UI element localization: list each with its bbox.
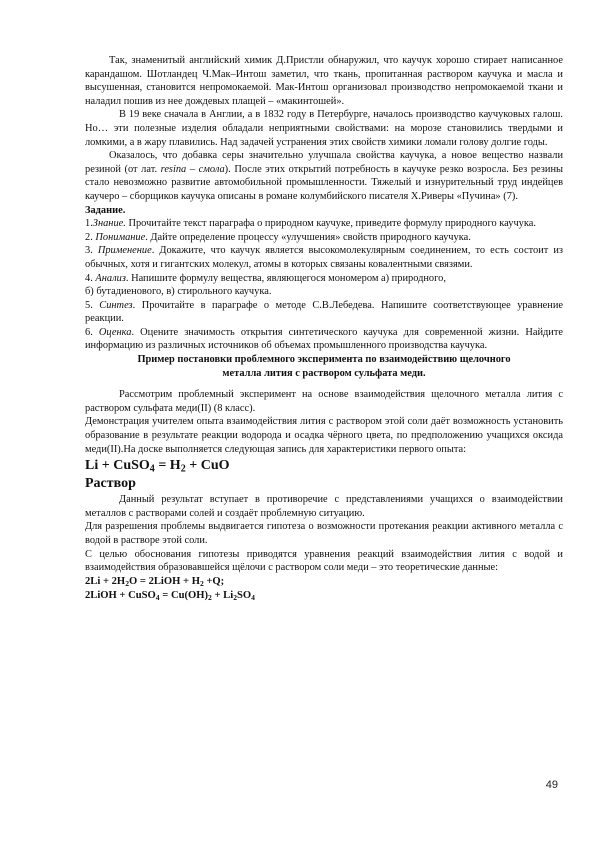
paragraph-pristley: Так, знаменитый английский химик Д.Пристли обнаружил, что каучук хорошо стирает написанное карандашом. Шотландец Ч.Мак–Интош заметил, что ткань, пропитанная раствором каучука и масла и высушенная, становится непромокаемой. Мак-Интош организовал производство непромокаемой ткани и наладил пошив из нее дождевых плащей – «макинтошей». — [85, 55, 563, 107]
task-item-4-continued: б) бутадиенового, в) стирольного каучука. — [85, 286, 272, 298]
paragraph-rubber: Оказалось, что добавка серы значительно улучшала свойства каучука, а новое вещество назвали резиной (от лат. resina – смола). После этих открытий потребность в каучуке резко возросла. Без резины стало невозможно развитие автомобильной промышленности. Тяжелый и изнурительный труд индейцев каучеро – сборщиков каучука описаны в романе колумбийского писателя Х.Риверы «Пучина» (7). — [85, 150, 563, 202]
solution-label: Раствор — [85, 476, 136, 492]
task-item-5: 5. Синтез. Прочитайте в параграфе о методе С.В.Лебедева. Напишите соответствующее уравнение реакции. — [85, 299, 564, 325]
task-item-1: 1.Знание. Прочитайте текст параграфа о природном каучуке, приведите формулу природного каучука. — [85, 218, 536, 230]
section-title-line-2: металла лития с раствором сульфата меди. — [222, 367, 426, 379]
paragraph-experiment-intro: Рассмотрим проблемный эксперимент на основе взаимодействия щелочного металла лития с раствором сульфата меди(II) (8 класс). — [85, 389, 563, 414]
section-title-line-1: Пример постановки проблемного эксперимента по взаимодействию щелочного — [137, 354, 511, 366]
paragraph-galoshes: В 19 веке сначала в Англии, а в 1832 году в Петербурге, началось производство каучуковых галош. Но… эти полезные изделия обладали неприятными свойствами: на морозе становились твердыми и ломкими, а в жару плавились. Над задачей устранения этих свойств химики ломали голову долгие годы. — [85, 109, 563, 148]
paragraph-justification: С целью обоснования гипотезы приводятся уравнения реакций взаимодействия лития с водой и взаимодействия образовавшейся щёлочи с раствором соли меди – это теоретические данные: — [85, 548, 563, 574]
formula-lioh-cuso4: 2LiOH + CuSO$_4$ = $Cu(OH)_2 + Li_2SO_4$ — [85, 589, 255, 602]
document-page — [85, 54, 563, 603]
paragraph-contradiction: Данный результат вступает в противоречие с представлениями учащихся о взаимодействии металлов с растворами солей и создаёт проблемную ситуацию. — [85, 494, 563, 519]
task-heading: Задание. — [85, 204, 126, 216]
latin-term: resina – смола — [160, 163, 225, 175]
task-item-3: 3. Применение. Докажите, что каучук является высокомолекулярным соединением, то есть состоит из обычных, хотя и гигантских молекул, атомы в которых связаны ковалентными связями. — [85, 245, 564, 270]
page-number: 49 — [545, 779, 558, 791]
task-item-6: 6. Оценка. Оцените значимость открытия синтетического каучука для современной жизни. Найдите информацию из различных источников об объемах промышленного производства каучука. — [85, 326, 563, 352]
task-item-2: 2. Понимание. Дайте определение процессу «улучшения» свойств природного каучука. — [85, 231, 471, 243]
paragraph-demonstration: Демонстрация учителем опыта взаимодействия лития с раствором этой соли даёт возможность установить образование в результате реакции водорода и осадка чёрного цвета, по предположению учащихся оксида меди(II).На доске выполняется следующая запись для характеристики первого опыта: — [85, 416, 563, 455]
formula-li-cuso4: Li + CuSO$_4$ = $H_2$ + CuO — [85, 458, 230, 475]
task-item-4: 4. Анализ. Напишите формулу вещества, являющегося мономером а) природного, — [85, 272, 446, 284]
formula-li-water: $2Li + 2H_2O$ = 2LiOH + $H_2 +Q$; — [85, 575, 225, 588]
paragraph-hypothesis: Для разрешения проблемы выдвигается гипотеза о возможности протекания реакции активного металла с водой в растворе этой соли. — [85, 521, 563, 546]
